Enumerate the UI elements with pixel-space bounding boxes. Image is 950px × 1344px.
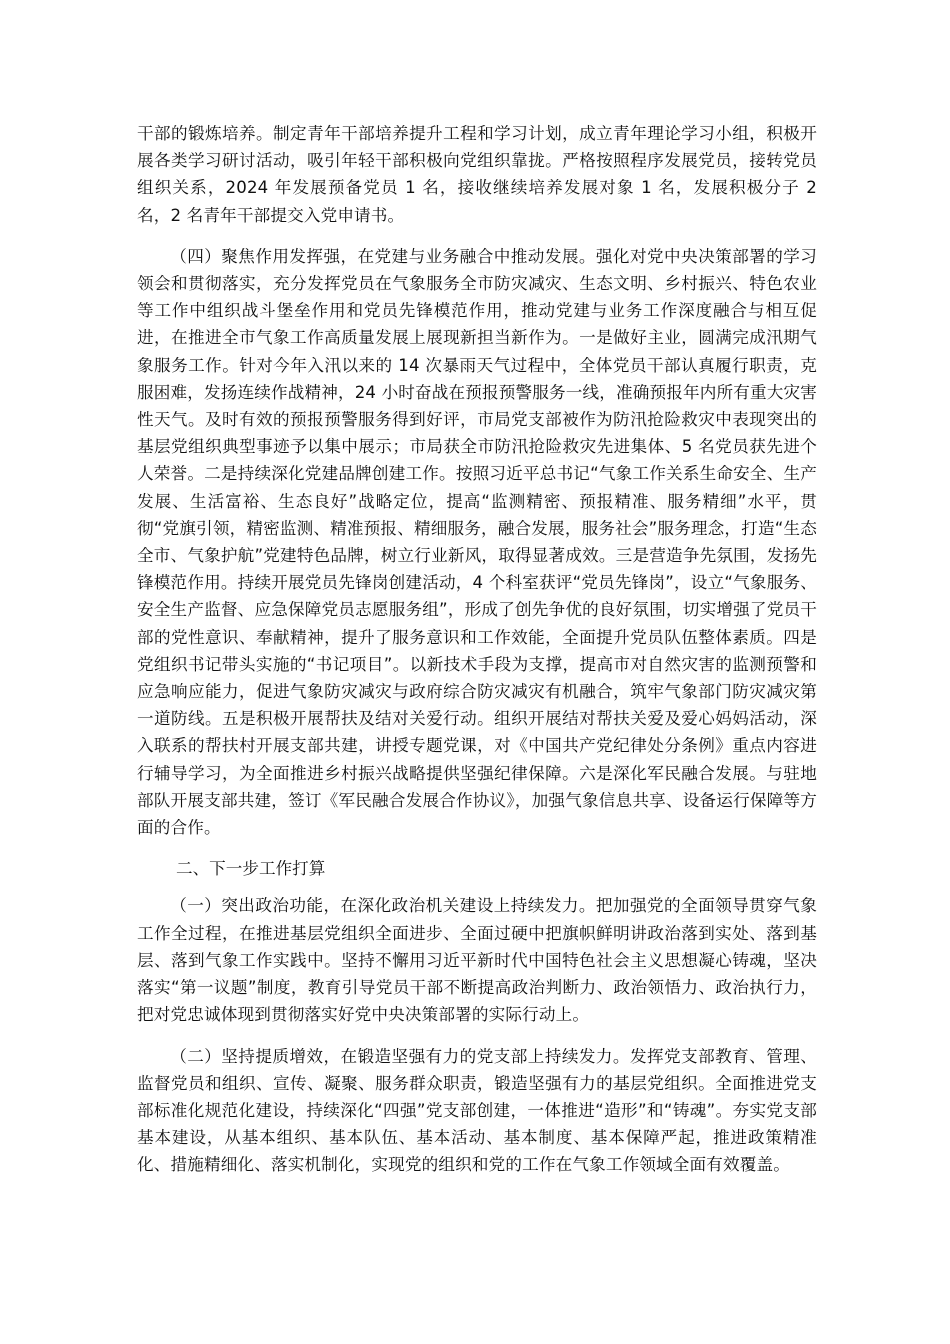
paragraph-continuation: 干部的锻炼培养。制定青年干部培养提升工程和学习计划，成立青年理论学习小组，积极开展各类学习研讨活动，吸引年轻干部积极向党组织靠拢。严格按照程序发展党员，接转党员组织关系，2024 年发展预备党员 1 名，接收继续培养发展对象 1 名，发展积极分子 2 名，2 名青年干部提交入党申请书。 (137, 124, 817, 225)
paragraph-next-two: （二）坚持提质增效，在锻造坚强有力的党支部上持续发力。发挥党支部教育、管理、监督党员和组织、宣传、凝聚、服务群众职责，锻造坚强有力的基层党组织。全面推进党支部标准化规范化建设，持续深化“四强”党支部创建，一体推进“造形”和“铸魂”。夯实党支部基本建设，从基本组织、基本队伍、基本活动、基本制度、基本保障严起，推进政策精准化、措施精细化、落实机制化，实现党的组织和党的工作在气象工作领域全面有效覆盖。 (137, 1046, 817, 1175)
section-heading-next-steps: 二、下一步工作打算 (176, 859, 326, 879)
paragraph-section-four: （四）聚焦作用发挥强，在党建与业务融合中推动发展。强化对党中央决策部署的学习领会和贯彻落实，充分发挥党员在气象服务全市防灾减灾、生态文明、乡村振兴、特色农业等工作中组织战斗堡垒作用和党员先锋模范作用，推动党建与业务工作深度融合与相互促进，在推进全市气象工作高质量发展上展现新担当新作为。一是做好主业，圆满完成汛期气象服务工作。针对今年入汛以来的 14 次暴雨天气过程中，全体党员干部认真履行职责，克服困难，发扬连续作战精神，24 小时奋战在预报预警服务一线，准确预报年内所有重大灾害性天气。及时有效的预报预警服务得到好评，市局党支部被作为防汛抢险救灾中表现突出的基层党组织典型事迹予以集中展示；市局获全市防汛抢险救灾先进集体、5 名党员获先进个人荣誉。二是持续深化党建品牌创建工作。按照习近平总书记“气象工作关系生命安全、生产发展、生活富裕、生态良好”战略定位，提高“监测精密、预报精准、服务精细”水平，贯彻“党旗引领，精密监测、精准预报、精细服务，融合发展，服务社会”服务理念，打造“生态全市、气象护航”党建特色品牌，树立行业新风，取得显著成效。三是营造争先氛围，发扬先锋模范作用。持续开展党员先锋岗创建活动，4 个科室获评“党员先锋岗”，设立“气象服务、安全生产监督、应急保障党员志愿服务组”，形成了创先争优的良好氛围，切实增强了党员干部的党性意识、奉献精神，提升了服务意识和工作效能，全面提升党员队伍整体素质。四是党组织书记带头实施的“书记项目”。以新技术手段为支撑，提高市对自然灾害的监测预警和应急响应能力，促进气象防灾减灾与政府综合防灾减灾有机融合，筑牢气象部门防灾减灾第一道防线。五是积极开展帮扶及结对关爱行动。组织开展结对帮扶关爱及爱心妈妈活动，深入联系的帮扶村开展支部共建，讲授专题党课，对《中国共产党纪律处分条例》重点内容进行辅导学习，为全面推进乡村振兴战略提供坚强纪律保障。六是深化军民融合发展。与驻地部队开展支部共建，签订《军民融合发展合作协议》，加强气象信息共享、设备运行保障等方面的合作。 (137, 246, 817, 838)
paragraph-next-one: （一）突出政治功能，在深化政治机关建设上持续发力。把加强党的全面领导贯穿气象工作全过程，在推进基层党组织全面进步、全面过硬中把旗帜鲜明讲政治落到实处、落到基层、落到气象工作实践中。坚持不懈用习近平新时代中国特色社会主义思想凝心铸魂，坚决落实“第一议题”制度，教育引导党员干部不断提高政治判断力、政治领悟力、政治执行力，把对党忠诚体现到贯彻落实好党中央决策部署的实际行动上。 (137, 896, 817, 1025)
document-body (137, 120, 817, 1193)
